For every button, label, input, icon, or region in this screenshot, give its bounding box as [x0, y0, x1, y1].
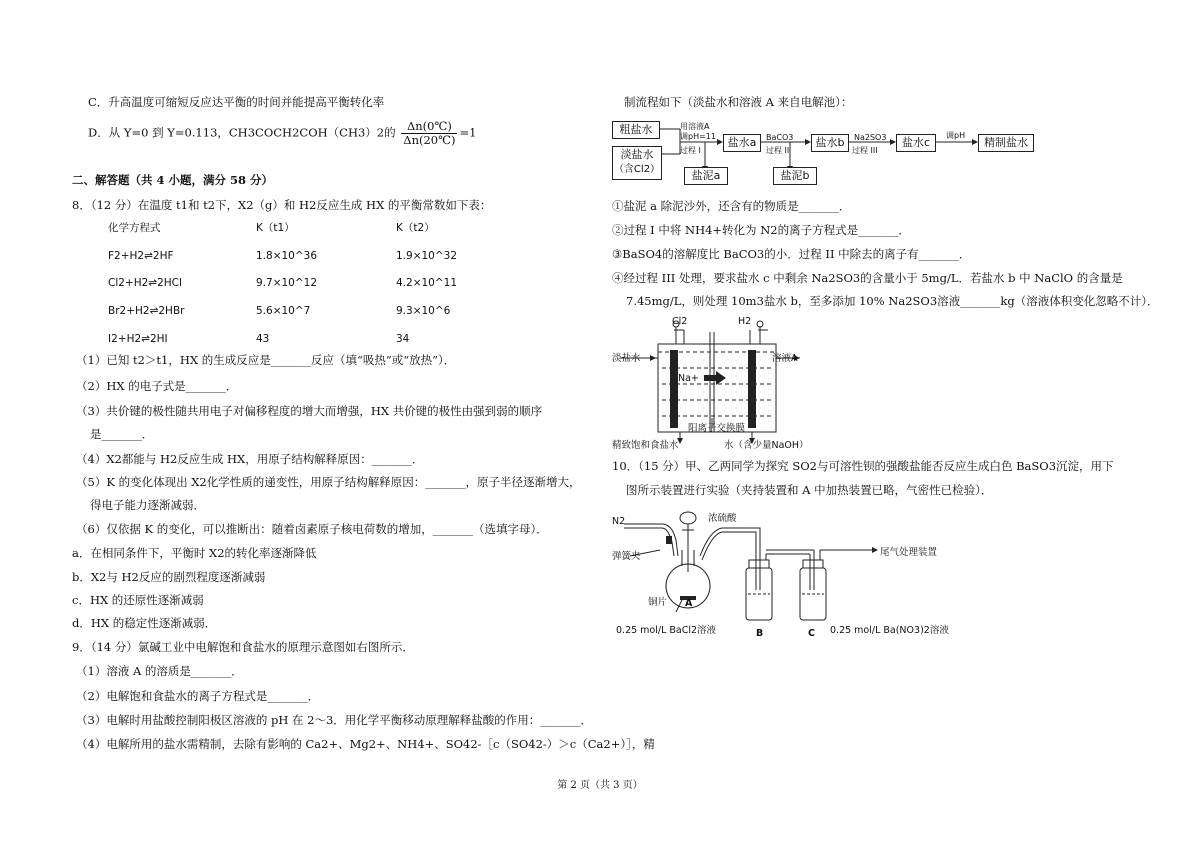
clamp-icon: [666, 536, 672, 544]
option-8b: b．X2与 H2反应的剧烈程度逐渐减弱: [72, 570, 266, 584]
label-spring-clamp: 弹簧夹: [612, 551, 641, 562]
step1-reagent: 用溶液A: [680, 122, 710, 131]
box-raw-brine: 粗盐水: [612, 121, 660, 139]
question-8-3-cont: 是_______．: [90, 427, 154, 441]
label-cl2: Cl2: [672, 316, 688, 327]
ion-arrow-head-icon: [716, 371, 726, 385]
fraction-denominator: Δn(20℃): [403, 133, 456, 147]
option-c: C．升高温度可缩短反应达平衡的时间并能提高平衡转化率: [88, 95, 385, 109]
step2-reagent: BaCO3: [766, 133, 794, 142]
header-k-t1: K（t1）: [256, 222, 295, 234]
option-d-equals: =1: [459, 125, 477, 140]
label-dilute-brine: 淡盐水: [612, 353, 641, 364]
table-cell: 9.3×10^6: [396, 305, 451, 317]
box-refined-brine: 精制盐水: [978, 134, 1034, 152]
question-10: 10．（15 分）甲、乙两同学为探究 SO2与可溶性钡的强酸盐能否反应生成白色 BaSO3沉淀，用下: [612, 459, 1114, 473]
question-9-3: （3）电解时用盐酸控制阳极区溶液的 pH 在 2～3．用化学平衡移动原理解释盐酸的作用：_______．: [76, 713, 593, 727]
question-9-p1: ①盐泥 a 除泥沙外，还含有的物质是_______．: [612, 199, 851, 213]
option-d-text: D．从 Y=0 到 Y=0.113，CH3COCH2COH（CH3）2的: [88, 125, 396, 140]
question-8: 8．（12 分）在温度 t1和 t2下，X2（g）和 H2反应生成 HX 的平衡常数如下表：: [72, 198, 492, 212]
page-footer: 第 2 页（共 3 页）: [557, 780, 643, 791]
table-row: [108, 275, 488, 291]
table-cell: I2+H2⇌2HI: [108, 333, 168, 345]
question-10-cont: 图所示装置进行实验（夹持装置和 A 中加热装置已略，气密性已检验）．: [626, 483, 993, 497]
question-8-4: （4）X2都能与 H2反应生成 HX，用原子结构解释原因：_______．: [76, 452, 424, 466]
table-cell: Br2+H2⇌2HBr: [108, 305, 185, 317]
label-h2: H2: [738, 316, 752, 327]
box-dilute-brine: [612, 146, 662, 180]
step4-reagent: 调pH: [946, 131, 966, 140]
gauge-icon: [757, 321, 763, 327]
label-conc-acid: 浓硫酸: [708, 513, 737, 524]
question-8-6: （6）仅依据 K 的变化，可以推断出：随着卤素原子核电荷数的增加，_______（选填字母）．: [76, 522, 548, 536]
dilute-brine-sub: （含Cl2）: [613, 164, 661, 175]
step3-label: 过程 III: [852, 146, 878, 155]
flow-intro: 制流程如下（淡盐水和溶液 A 来自电解池）：: [624, 95, 853, 109]
question-9-p2: ②过程 I 中将 NH4+转化为 N2的离子方程式是_______．: [612, 223, 910, 237]
box-mud-b: 盐泥b: [773, 167, 817, 185]
table-row: [108, 248, 488, 264]
table-cell: 43: [256, 333, 270, 345]
table-cell: 1.8×10^36: [256, 250, 318, 262]
question-8-2: （2）HX 的电子式是_______．: [76, 379, 238, 393]
table-row: [108, 331, 488, 347]
label-feed-saturated-brine: 精致饱和食盐水: [612, 440, 679, 451]
question-9-2: （2）电解饱和食盐水的离子方程式是_______．: [76, 689, 320, 703]
question-9-p3: ③BaSO4的溶解度比 BaCO3的小．过程 II 中除去的离子有_______．: [612, 247, 971, 261]
step2-label: 过程 II: [766, 146, 790, 155]
option-8c: c．HX 的还原性逐渐减弱: [72, 593, 204, 607]
header-equation: 化学方程式: [108, 222, 161, 234]
label-membrane: 阳离子交换膜: [688, 423, 746, 434]
label-na-ion: Na+: [678, 373, 699, 384]
option-d-fraction: [401, 120, 457, 147]
table-cell: Cl2+H2⇌2HCl: [108, 277, 182, 289]
anode-electrode: [670, 350, 678, 428]
label-a: A: [685, 598, 693, 609]
flowchart-arrows: [600, 114, 1050, 194]
step1-ph: 调pH=11: [680, 132, 716, 141]
question-8-5: （5）K 的变化体现出 X2化学性质的递变性，用原子结构解释原因：_______，原子半径逐渐增大，: [76, 475, 581, 489]
option-d: [88, 120, 476, 147]
box-brine-c: 盐水c: [896, 134, 936, 152]
option-8d: d．HX 的稳定性逐渐减弱．: [72, 616, 217, 630]
section-title: 二、解答题（共 4 小题，满分 58 分）: [72, 173, 274, 187]
label-tail-gas: 尾气处理装置: [880, 547, 938, 558]
question-8-1: （1）已知 t2＞t1，HX 的生成反应是_______反应（填“吸热”或“放热”）．: [76, 353, 456, 367]
label-bacl2: 0.25 mol/L BaCl2溶液: [616, 625, 717, 636]
box-brine-a: 盐水a: [723, 134, 761, 152]
box-brine-b: 盐水b: [811, 134, 849, 152]
box-mud-a: 盐泥a: [684, 167, 728, 185]
table-header: [108, 220, 488, 236]
cathode-electrode: [748, 350, 756, 428]
option-8a: a．在相同条件下，平衡时 X2的转化率逐渐降低: [72, 546, 317, 560]
table-cell: 9.7×10^12: [256, 277, 318, 289]
table-cell: 5.6×10^7: [256, 305, 311, 317]
table-cell: 34: [396, 333, 410, 345]
question-8-5-cont: 得电子能力逐渐减弱．: [90, 498, 205, 512]
question-8-3: （3）共价键的极性随共用电子对偏移程度的增大而增强，HX 共价键的极性由强到弱的顺序: [76, 404, 543, 418]
label-solution-a: 溶液A: [772, 353, 798, 364]
ion-arrow-icon: [704, 375, 716, 381]
table-cell: F2+H2⇌2HF: [108, 250, 174, 262]
question-9-1: （1）溶液 A 的溶质是_______．: [76, 664, 243, 678]
table-cell: 4.2×10^11: [396, 277, 458, 289]
label-feed-water: 水（含少量NaOH）: [724, 440, 809, 451]
fraction-numerator: Δn(0℃): [401, 120, 457, 134]
label-n2: N2: [612, 516, 626, 527]
dilute-brine-label: 淡盐水: [620, 148, 654, 161]
step3-reagent: Na2SO3: [854, 133, 887, 142]
label-copper: 铜片: [648, 597, 668, 608]
apparatus-drawing: [610, 500, 980, 630]
label-c: C: [808, 628, 815, 639]
header-k-t2: K（t2）: [396, 222, 435, 234]
question-9: 9．（14 分）氯碱工业中电解饱和食盐水的原理示意图如右图所示．: [72, 640, 414, 654]
step1-label: 过程 I: [680, 146, 701, 155]
label-bano3: 0.25 mol/L Ba(NO3)2溶液: [830, 625, 949, 636]
question-9-p4-cont: 7.45mg/L，则处理 10m3盐水 b，至多添加 10% Na2SO3溶液_______kg（溶液体积变化忽略不计）．: [626, 294, 1159, 308]
table-cell: 1.9×10^32: [396, 250, 458, 262]
question-9-4: （4）电解所用的盐水需精制，去除有影响的 Ca2+、Mg2+、NH4+、SO42-［c（SO42-）＞c（Ca2+）］，精: [76, 737, 655, 751]
label-b: B: [756, 628, 764, 639]
table-row: [108, 303, 488, 319]
question-9-p4: ④经过程 III 处理，要求盐水 c 中剩余 Na2SO3的含量小于 5mg/L．若盐水 b 中 NaClO 的含量是: [612, 271, 1123, 285]
